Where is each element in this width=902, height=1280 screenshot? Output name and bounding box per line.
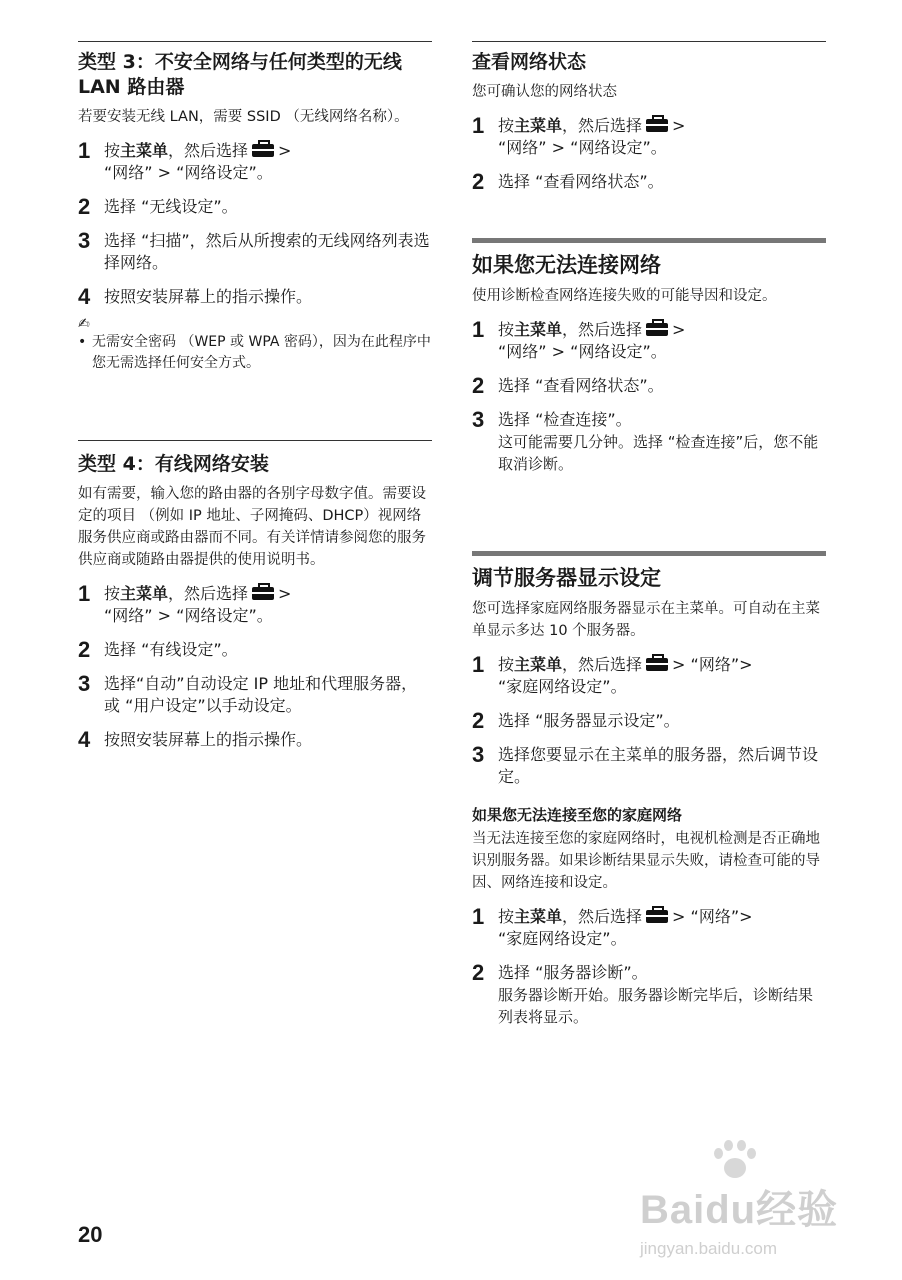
step-number: 1: [78, 581, 91, 606]
page-number: 20: [78, 1222, 103, 1247]
text: >: [278, 584, 292, 603]
step-3: [78, 673, 432, 717]
section-intro: 若要安装无线 LAN，需要 SSID （无线网络名称）。: [78, 109, 409, 125]
section-title: 查看网络状态: [472, 51, 587, 73]
step-1: [472, 654, 826, 698]
section-intro: 如有需要，输入您的路由器的各别字母数字值。需要设定的项目 （例如 IP 地址、子网掩码、DHCP）视网络服务供应商或路由器而不同。有关详情请参阅您的服务供应商或随路由器提供的使用说明书。: [78, 486, 426, 568]
step-number: 3: [78, 228, 91, 253]
main-menu-label: 主菜单: [514, 320, 563, 339]
watermark-logo: Baidu经验: [640, 1188, 839, 1232]
step-text: 选择您要显示在主菜单的服务器，然后调节设定。: [498, 745, 819, 786]
step-3: [78, 230, 432, 274]
note-text: 无需安全密码 （WEP 或 WPA 密码），因为在此程序中您无需选择任何安全方式。: [92, 334, 431, 371]
step-text: [498, 409, 826, 475]
section-intro: 您可确认您的网络状态: [472, 84, 617, 100]
menu-path: “网络” > “网络设定”。: [498, 138, 667, 157]
note-icon: ✍: [78, 316, 90, 332]
step-number: 1: [472, 317, 485, 342]
step-text: [498, 115, 826, 159]
step-number: 3: [472, 742, 485, 767]
paw-logo-icon: [710, 1140, 760, 1185]
section-intro: 您可选择家庭网络服务器显示在主菜单。可自动在主菜单显示多达 10 个服务器。: [472, 601, 820, 639]
main-menu-label: 主菜单: [514, 116, 563, 135]
step-text: 选择 “服务器显示设定”。: [498, 711, 680, 730]
text: > “网络”>: [672, 907, 753, 926]
step-number: 2: [78, 637, 91, 662]
step-1: [78, 140, 432, 184]
step-text: 选择 “有线设定”。: [104, 640, 238, 659]
toolbox-icon: [646, 910, 668, 923]
step-2: [472, 375, 826, 397]
step-1: [472, 115, 826, 159]
step-1: [472, 906, 826, 950]
step-number: 3: [78, 671, 91, 696]
section-type3: [78, 50, 432, 374]
menu-path: “网络” > “网络设定”。: [104, 163, 273, 182]
text: 按: [498, 320, 515, 339]
step-text: [104, 140, 432, 184]
step-text: 选择“自动”自动设定 IP 地址和代理服务器，或 “用户设定”以手动设定。: [104, 674, 418, 715]
step-number: 2: [78, 194, 91, 219]
section-divider: [78, 41, 432, 42]
text: ，然后选择: [562, 655, 643, 674]
step-number: 1: [472, 904, 485, 929]
text: 按: [104, 141, 121, 160]
step-number: 4: [78, 727, 91, 752]
main-menu-label: 主菜单: [514, 907, 563, 926]
toolbox-icon: [252, 144, 274, 157]
step-number: 2: [472, 169, 485, 194]
menu-path: “网络” > “网络设定”。: [498, 342, 667, 361]
text: ，然后选择: [562, 320, 643, 339]
step-text: [498, 906, 826, 950]
step-detail: 服务器诊断开始。服务器诊断完毕后，诊断结果列表将显示。: [498, 986, 814, 1026]
subsection-title: 如果您无法连接至您的家庭网络: [472, 806, 683, 824]
section-title: 如果您无法连接网络: [472, 253, 661, 277]
section-intro: 使用诊断检查网络连接失败的可能导因和设定。: [472, 288, 777, 304]
step-2: [78, 196, 432, 218]
step-2: [78, 639, 432, 661]
section-divider: [472, 238, 826, 243]
step-number: 1: [78, 138, 91, 163]
note-bullet: [78, 332, 432, 374]
step-text: 按照安装屏幕上的指示操作。: [104, 730, 313, 749]
step-2: [472, 962, 826, 1028]
step-text: [498, 654, 826, 698]
step-text: [498, 962, 826, 1028]
section-type4: [78, 452, 432, 751]
section-title: 类型 3：不安全网络与任何类型的无线 LAN 路由器: [78, 51, 402, 98]
section-network-status: [472, 50, 826, 193]
subsection-intro: 当无法连接至您的家庭网络时，电视机检测是否正确地识别服务器。如果诊断结果显示失败，请检查可能的导因、网络连接和设定。: [472, 831, 820, 891]
toolbox-icon: [646, 119, 668, 132]
toolbox-icon: [252, 587, 274, 600]
text: ，然后选择: [562, 907, 643, 926]
text: 按: [104, 584, 121, 603]
step-1: [472, 319, 826, 363]
step-text: [104, 583, 432, 627]
text: 选择 “服务器诊断”。: [498, 963, 648, 982]
text: 按: [498, 655, 515, 674]
step-2: [472, 171, 826, 193]
section-title: 类型 4：有线网络安装: [78, 453, 269, 475]
text: >: [672, 320, 686, 339]
step-text: 选择 “无线设定”。: [104, 197, 238, 216]
section-divider: [472, 41, 826, 42]
step-text: 选择 “扫描”，然后从所搜索的无线网络列表选择网络。: [104, 231, 430, 272]
step-1: [78, 583, 432, 627]
watermark-url: jingyan.baidu.com: [640, 1239, 778, 1258]
baidu-watermark: [640, 1150, 850, 1260]
text: >: [672, 116, 686, 135]
text: 选择 “检查连接”。: [498, 410, 632, 429]
step-3: [472, 409, 826, 475]
step-detail: 这可能需要几分钟。选择 “检查连接”后，您不能取消诊断。: [498, 433, 819, 473]
step-text: 选择 “查看网络状态”。: [498, 376, 664, 395]
step-number: 2: [472, 960, 485, 985]
section-divider: [78, 440, 432, 441]
menu-path: “网络” > “网络设定”。: [104, 606, 273, 625]
text: ，然后选择: [562, 116, 643, 135]
section-title: 调节服务器显示设定: [472, 566, 661, 590]
step-4: [78, 286, 432, 308]
main-menu-label: 主菜单: [514, 655, 563, 674]
step-number: 4: [78, 284, 91, 309]
step-number: 2: [472, 373, 485, 398]
text: ，然后选择: [168, 584, 249, 603]
bullet-dot: •: [78, 334, 87, 350]
menu-path: “家庭网络设定”。: [498, 929, 627, 948]
step-3: [472, 744, 826, 788]
main-menu-label: 主菜单: [120, 584, 169, 603]
text: ，然后选择: [168, 141, 249, 160]
toolbox-icon: [646, 658, 668, 671]
menu-path: “家庭网络设定”。: [498, 677, 627, 696]
text: 按: [498, 116, 515, 135]
text: 按: [498, 907, 515, 926]
step-4: [78, 729, 432, 751]
step-number: 3: [472, 407, 485, 432]
section-divider: [472, 551, 826, 556]
step-number: 2: [472, 708, 485, 733]
text: > “网络”>: [672, 655, 753, 674]
step-number: 1: [472, 113, 485, 138]
step-text: 选择 “查看网络状态”。: [498, 172, 664, 191]
step-text: 按照安装屏幕上的指示操作。: [104, 287, 313, 306]
main-menu-label: 主菜单: [120, 141, 169, 160]
toolbox-icon: [646, 323, 668, 336]
section-server-display: [472, 564, 826, 1028]
step-number: 1: [472, 652, 485, 677]
section-cannot-connect: [472, 251, 826, 475]
step-2: [472, 710, 826, 732]
text: >: [278, 141, 292, 160]
step-text: [498, 319, 826, 363]
